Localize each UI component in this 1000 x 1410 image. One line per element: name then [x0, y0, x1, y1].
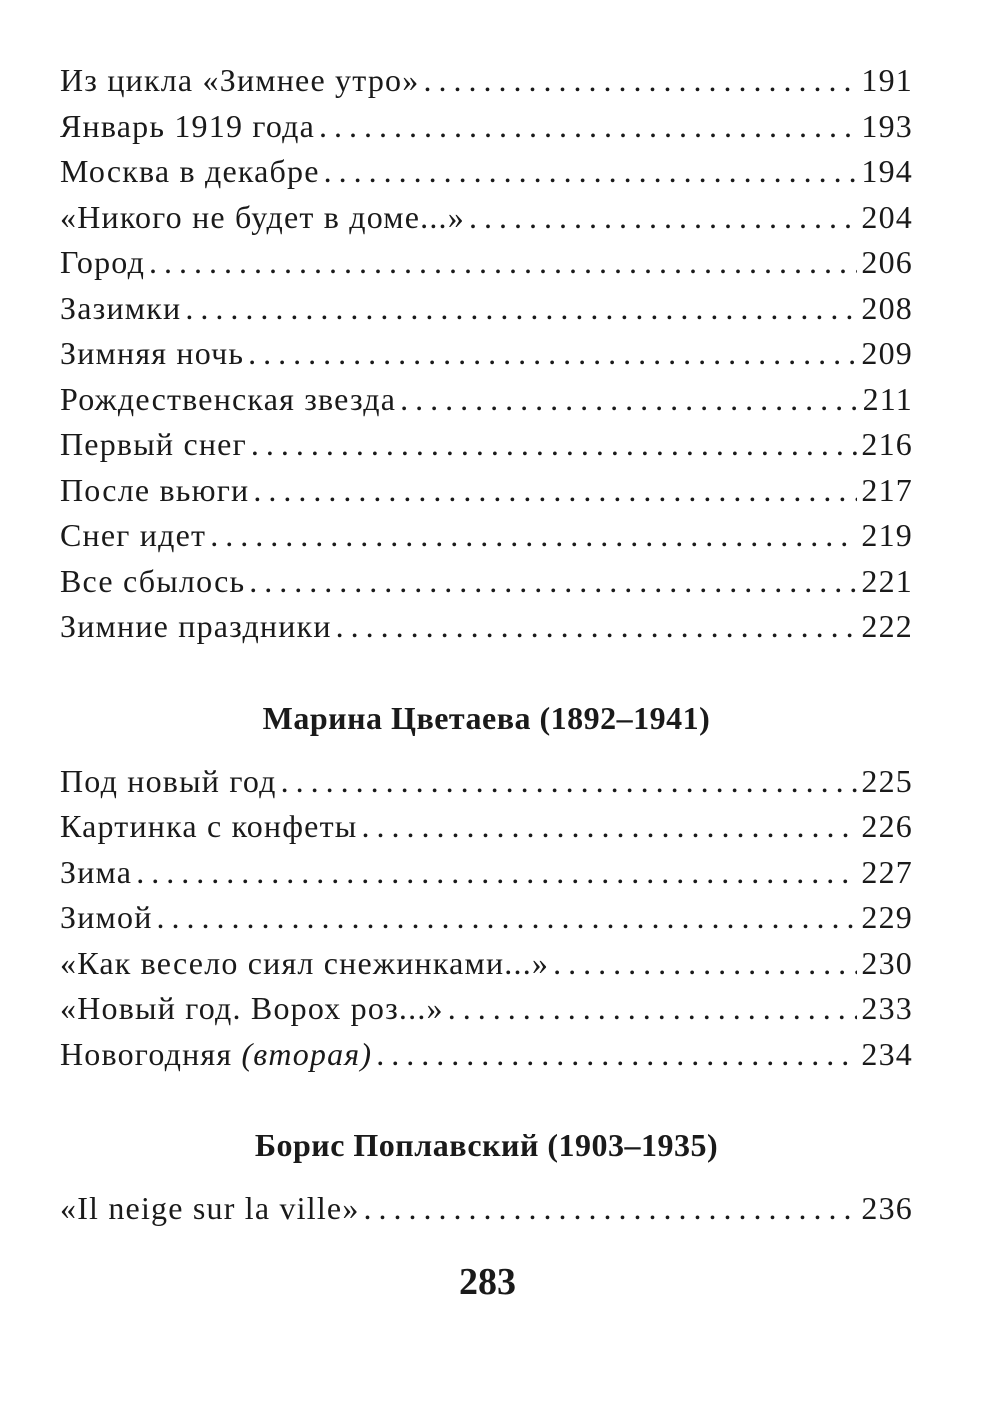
table-of-contents: [60, 62, 913, 1236]
dot-leader: [376, 1036, 857, 1073]
toc-entry: [60, 945, 913, 991]
entry-page-number: 230: [861, 944, 913, 981]
dot-leader: [364, 1190, 858, 1227]
dot-leader: [423, 62, 857, 99]
toc-entry: [60, 290, 913, 336]
entry-title: Январь 1919 года: [60, 107, 316, 144]
entry-page-number: 208: [861, 289, 913, 326]
entry-title: Первый снег: [60, 426, 247, 462]
entry-title: [60, 1036, 372, 1073]
dot-leader: [253, 472, 857, 509]
toc-entry: [60, 854, 913, 900]
entry-page-number: 193: [861, 107, 913, 144]
author-heading: Борис Поплавский (1903–1935): [254, 1127, 719, 1163]
toc-entry: [60, 1190, 913, 1236]
entry-title: «Новый год. Ворох роз...»: [60, 990, 444, 1026]
toc-entry: [60, 808, 913, 854]
entry-page-number: 234: [861, 1035, 913, 1072]
toc-entry: [60, 517, 913, 563]
entry-page-number: 206: [861, 244, 913, 280]
toc-entry: [60, 199, 913, 245]
entry-title: Зазимки: [60, 289, 182, 326]
dot-leader: [336, 608, 858, 645]
entry-page-number: 222: [861, 608, 913, 644]
entry-page-number: 221: [861, 562, 913, 599]
toc-entry: [60, 108, 913, 154]
entry-page-number: 227: [861, 853, 913, 890]
toc-section: [60, 62, 913, 654]
dot-leader: [157, 899, 858, 936]
entry-page-number: 209: [861, 335, 913, 371]
entry-title: Москва в декабре: [60, 153, 320, 189]
toc-section: [60, 1123, 913, 1236]
toc-entry: [60, 472, 913, 518]
dot-leader: [185, 290, 857, 327]
entry-title: Все сбылось: [60, 562, 246, 599]
entry-page-number: 225: [861, 762, 913, 799]
dot-leader: [553, 945, 857, 982]
toc-entry: [60, 763, 913, 809]
toc-entry: [60, 153, 913, 199]
entry-page-number: 211: [862, 380, 913, 417]
toc-entry: [60, 426, 913, 472]
entry-page-number: 233: [861, 990, 913, 1026]
entry-title: Под новый год: [60, 762, 277, 799]
entry-title-text: Новогодняя: [60, 1035, 233, 1072]
dot-leader: [210, 517, 857, 554]
entry-page-number: 216: [861, 426, 913, 462]
entry-title-note: (вторая): [241, 1035, 373, 1072]
dot-leader: [324, 153, 858, 190]
entry-page-number: 194: [861, 153, 913, 189]
dot-leader: [400, 381, 858, 418]
toc-entry: [60, 608, 913, 654]
entry-title: Картинка с конфеты: [60, 808, 358, 844]
entry-title: Рождественская звезда: [60, 380, 397, 417]
entry-page-number: 219: [861, 517, 913, 553]
entry-page-number: 236: [861, 1190, 913, 1226]
entry-title: «Никого не будет в доме...»: [60, 198, 465, 235]
entry-title: Зимние праздники: [60, 608, 332, 644]
entry-title: Зима: [60, 853, 133, 890]
entry-title: Зимняя ночь: [60, 335, 245, 371]
entry-title: Из цикла «Зимнее утро»: [60, 62, 420, 98]
toc-entry: [60, 381, 913, 427]
dot-leader: [251, 426, 857, 463]
dot-leader: [361, 808, 857, 845]
entry-page-number: 191: [861, 62, 913, 98]
toc-entry: [60, 1036, 913, 1082]
dot-leader: [248, 335, 857, 372]
dot-leader: [319, 108, 857, 145]
toc-section: [60, 696, 913, 1082]
entry-page-number: 204: [861, 198, 913, 235]
entry-title: Город: [60, 244, 146, 280]
dot-leader: [281, 763, 858, 800]
toc-entry: [60, 335, 913, 381]
entry-title: «Il neige sur la ville»: [60, 1190, 360, 1226]
entry-page-number: 226: [861, 808, 913, 844]
toc-entry: [60, 990, 913, 1036]
page-number: 283: [459, 1261, 516, 1303]
entry-title: Зимой: [60, 899, 153, 935]
entry-page-number: 229: [861, 899, 913, 935]
dot-leader: [149, 244, 857, 281]
dot-leader: [136, 854, 857, 891]
toc-entry: [60, 563, 913, 609]
entry-title: После вьюги: [60, 471, 250, 508]
toc-entry: [60, 244, 913, 290]
entry-title: Снег идет: [60, 517, 207, 553]
dot-leader: [469, 199, 857, 236]
author-heading: Марина Цветаева (1892–1941): [262, 699, 711, 736]
toc-entry: [60, 62, 913, 108]
dot-leader: [448, 990, 858, 1027]
toc-entry: [60, 899, 913, 945]
dot-leader: [249, 563, 857, 600]
entry-page-number: 217: [861, 471, 913, 508]
entry-title: «Как весело сиял снежинками...»: [60, 944, 550, 981]
